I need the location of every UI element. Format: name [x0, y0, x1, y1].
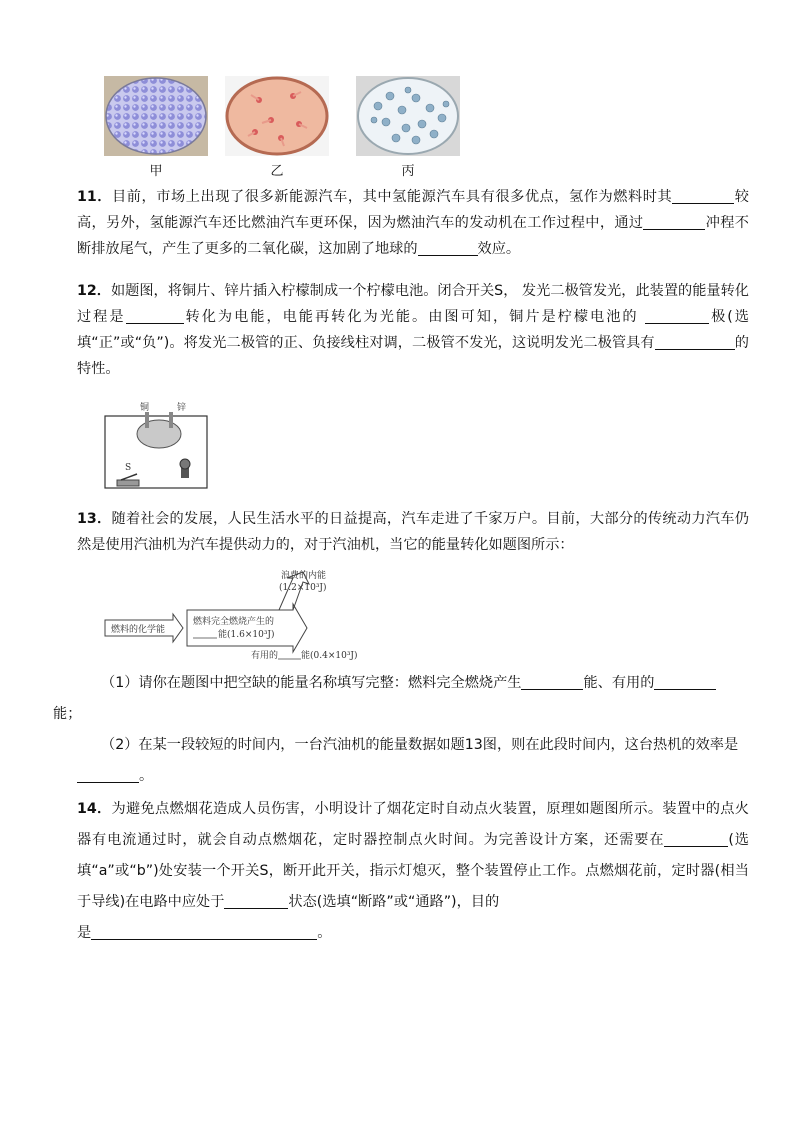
- question-text: 能、有用的: [583, 675, 655, 691]
- answer-blank[interactable]: [664, 830, 728, 847]
- question-text: 较高，另外，氢能源汽车还比燃油汽车更环保，因为燃油汽车的发动机在工作过程中，通过: [77, 189, 749, 231]
- answer-blank[interactable]: [521, 673, 583, 690]
- chemical-energy-box: 燃料的化学能: [111, 625, 166, 635]
- energy-flow-figure: [103, 570, 363, 662]
- wasted-energy-line2: (1.2×10³J): [279, 583, 327, 593]
- lemon-battery-figure: [103, 402, 211, 494]
- answer-blank[interactable]: [418, 239, 478, 256]
- question-number: 13．: [77, 511, 112, 527]
- switch-label: S: [125, 463, 132, 473]
- question-text: 效应。: [477, 241, 521, 257]
- answer-blank[interactable]: [643, 213, 705, 230]
- question-11: [77, 184, 749, 262]
- caption-jia: 甲: [149, 164, 163, 179]
- question-text: 转化为电能，电能再转化为光能。由图可知，铜片是柠檬电池的: [183, 309, 646, 325]
- question-text: (选填“a”或“b”)处安装一个开关S，断开此开关，指示灯熄灭，整个装置停止工作。点燃烟花前，定时器(相当于导线)在电路中应处于: [77, 832, 749, 910]
- question-text: 极(选填“正”或“负”)。将发光二极管的正、负接线柱对调，二极管不发光，这说明发光二极管具有: [77, 309, 749, 351]
- question-text: 为避免点燃烟花造成人员伤害，小明设计了烟花定时自动点火装置，原理如题图所示。装置中的点火器有电流通过时，就会自动点燃烟花，定时器控制点火时间。为完善设计方案，还需要在: [77, 801, 749, 848]
- question-text: （1）请你在题图中把空缺的能量名称填写完整：燃料完全燃烧产生: [101, 675, 522, 691]
- figure-bing-image: [356, 76, 460, 156]
- question-number: 11．: [77, 189, 113, 205]
- question-number: 14．: [77, 801, 112, 817]
- question-13-part-2: [77, 730, 749, 792]
- zinc-label: 锌: [177, 403, 187, 413]
- question-text: 。: [139, 768, 154, 784]
- copper-label: 铜: [140, 403, 150, 413]
- question-text: 的特性。: [77, 335, 749, 377]
- question-text: 状态(选填“断路”或“通路”)，目的: [288, 894, 500, 910]
- answer-blank[interactable]: [672, 187, 734, 204]
- question-text: 。: [317, 925, 332, 941]
- combustion-energy-line1: 燃料完全燃烧产生的: [193, 617, 275, 627]
- question-text: 是: [77, 925, 92, 941]
- answer-blank[interactable]: [654, 673, 716, 690]
- caption-bing: 丙: [401, 164, 415, 179]
- caption-yi: 乙: [270, 164, 284, 179]
- question-number: 12．: [77, 283, 111, 299]
- wasted-energy-line1: 浪费的内能: [281, 571, 327, 581]
- question-text: 能；: [53, 706, 82, 722]
- combustion-energy-line2: 能(1.6×10³J): [218, 630, 275, 640]
- useful-energy-a: 有用的: [251, 651, 279, 661]
- figure-jia-image: [104, 76, 208, 156]
- particle-figures: [104, 76, 464, 180]
- question-12: [77, 278, 749, 382]
- question-text: 随着社会的发展，人民生活水平的日益提高，汽车走进了千家万户。目前，大部分的传统动力汽车仍然是使用汽油机为汽车提供动力的，对于汽油机，当它的能量转化如题图所示：: [77, 511, 749, 553]
- question-text: 冲程不断排放尾气，产生了更多的二氧化碳，这加剧了地球的: [77, 215, 749, 257]
- answer-blank[interactable]: [77, 766, 139, 783]
- answer-blank[interactable]: [126, 307, 184, 324]
- question-text: 如题图，将铜片、锌片插入柠檬制成一个柠檬电池。闭合开关S， 发光二极管发光，此装置的能量转化过程是: [77, 283, 749, 325]
- question-text: 目前，市场上出现了很多新能源汽车，其中氢能源汽车具有很多优点，氢作为燃料时其: [112, 189, 673, 205]
- answer-blank[interactable]: [224, 892, 288, 909]
- answer-blank[interactable]: [645, 307, 709, 324]
- question-text: （2）在某一段较短的时间内，一台汽油机的能量数据如题13图，则在此段时间内，这台热机的效率是: [101, 737, 739, 753]
- answer-blank[interactable]: [91, 923, 317, 940]
- question-13-part-1: [53, 668, 749, 730]
- useful-energy-b: 能(0.4×10³J): [301, 651, 358, 661]
- question-13: [77, 506, 749, 558]
- figure-yi-image: [225, 76, 329, 156]
- answer-blank[interactable]: [655, 333, 735, 350]
- question-14: [77, 794, 749, 949]
